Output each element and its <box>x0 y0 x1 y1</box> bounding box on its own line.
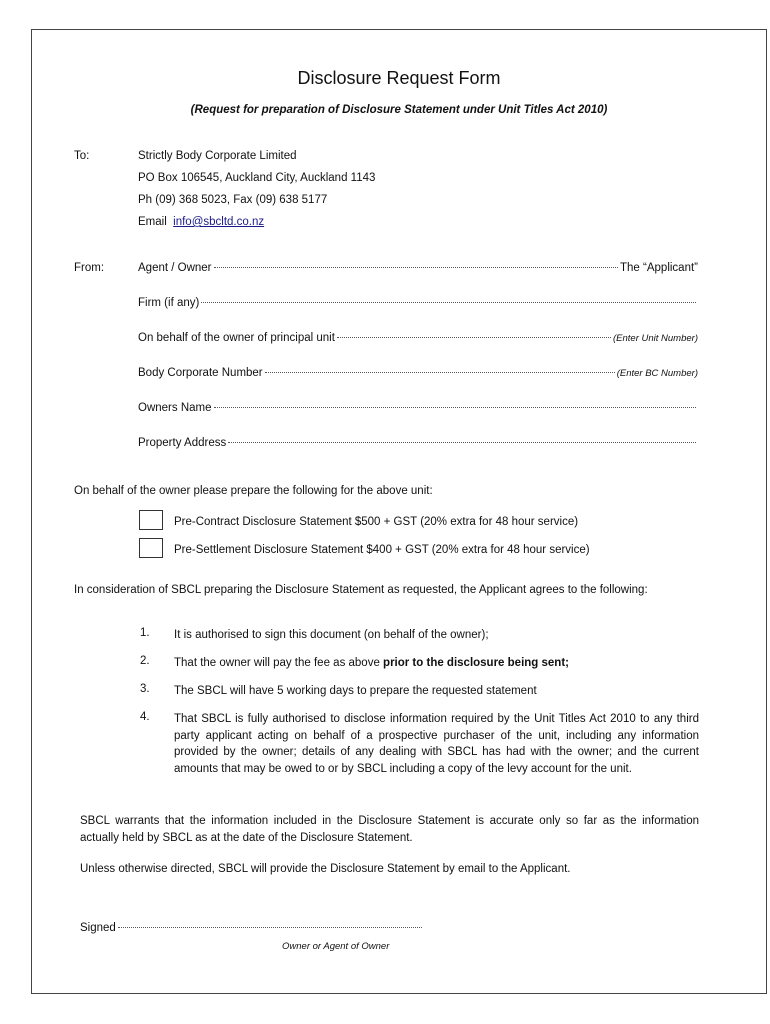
signature-caption: Owner or Agent of Owner <box>282 941 390 952</box>
term-text-bold: prior to the disclosure being sent; <box>383 657 569 669</box>
warranty-paragraph: SBCL warrants that the information included in the Disclosure Statement is accurate only so far as the information actually held by SBCL as at the date of the Disclosure Statement. <box>80 815 699 844</box>
pre-contract-checkbox[interactable] <box>139 510 163 530</box>
field-label: On behalf of the owner of principal unit <box>138 332 335 344</box>
field-label: Property Address <box>138 437 227 449</box>
email-link[interactable]: info@sbcltd.co.nz <box>173 216 265 228</box>
form-page <box>31 29 767 994</box>
signature-label: Signed <box>80 922 116 934</box>
term-text: The SBCL will have 5 working days to prepare the requested statement <box>174 685 537 697</box>
term-number: 3. <box>140 683 150 695</box>
email-label: Email <box>138 216 167 228</box>
agent-owner-field[interactable] <box>138 262 698 274</box>
field-hint: (Enter BC Number) <box>616 368 698 379</box>
page-subtitle: (Request for preparation of Disclosure Statement under Unit Titles Act 2010) <box>190 104 608 116</box>
term-text: It is authorised to sign this document (on behalf of the owner); <box>174 629 489 641</box>
owners-name-field[interactable] <box>138 402 698 414</box>
term-text <box>174 655 699 672</box>
pre-settlement-option-label: Pre-Settlement Disclosure Statement $400 + GST (20% extra for 48 hour service) <box>174 544 590 556</box>
recipient-address: PO Box 106545, Auckland City, Auckland 1143 <box>138 172 376 184</box>
field-hint: (Enter Unit Number) <box>613 333 698 344</box>
bc-number-field[interactable] <box>138 367 698 379</box>
term-number: 4. <box>140 711 150 723</box>
to-label: To: <box>74 150 90 162</box>
term-number: 2. <box>140 655 150 667</box>
request-intro: On behalf of the owner please prepare the following for the above unit: <box>74 485 433 497</box>
pre-settlement-checkbox[interactable] <box>139 538 163 558</box>
term-text-regular: That the owner will pay the fee as above <box>174 657 384 669</box>
field-hint: The “Applicant” <box>620 262 698 274</box>
field-dotted-line <box>265 372 615 373</box>
field-label: Agent / Owner <box>138 262 212 274</box>
from-label: From: <box>74 262 105 274</box>
property-address-field[interactable] <box>138 437 698 449</box>
field-label: Owners Name <box>138 402 212 414</box>
field-dotted-line <box>201 302 696 303</box>
terms-intro: In consideration of SBCL preparing the Disclosure Statement as requested, the Applicant agrees to the following: <box>74 584 648 596</box>
signature-dotted-line <box>118 927 422 928</box>
recipient-phone-fax: Ph (09) 368 5023, Fax (09) 638 5177 <box>138 194 328 206</box>
field-label: Firm (if any) <box>138 297 200 309</box>
recipient-email-line <box>138 216 264 228</box>
pre-contract-option-label: Pre-Contract Disclosure Statement $500 + GST (20% extra for 48 hour service) <box>174 516 579 528</box>
firm-field[interactable] <box>138 297 698 309</box>
term-number: 1. <box>140 627 150 639</box>
field-dotted-line <box>214 267 619 268</box>
field-dotted-line <box>214 407 697 408</box>
delivery-paragraph: Unless otherwise directed, SBCL will provide the Disclosure Statement by email to the Applicant. <box>80 863 571 875</box>
unit-number-field[interactable] <box>138 332 698 344</box>
signature-field[interactable] <box>80 922 422 934</box>
recipient-company: Strictly Body Corporate Limited <box>138 150 297 162</box>
field-dotted-line <box>337 337 611 338</box>
field-dotted-line <box>228 442 696 443</box>
field-label: Body Corporate Number <box>138 367 263 379</box>
page-title: Disclosure Request Form <box>297 68 501 88</box>
term-text: That SBCL is fully authorised to disclose information required by the Unit Titles Act 2010 to any third party applicant acting on behalf of a prospective purchaser of the unit, including any information provided by the owner; details of any dealing with SBCL has had with the owner; and the current amounts that may be owed to or by SBCL including a copy of the levy account for the unit. <box>174 713 699 775</box>
